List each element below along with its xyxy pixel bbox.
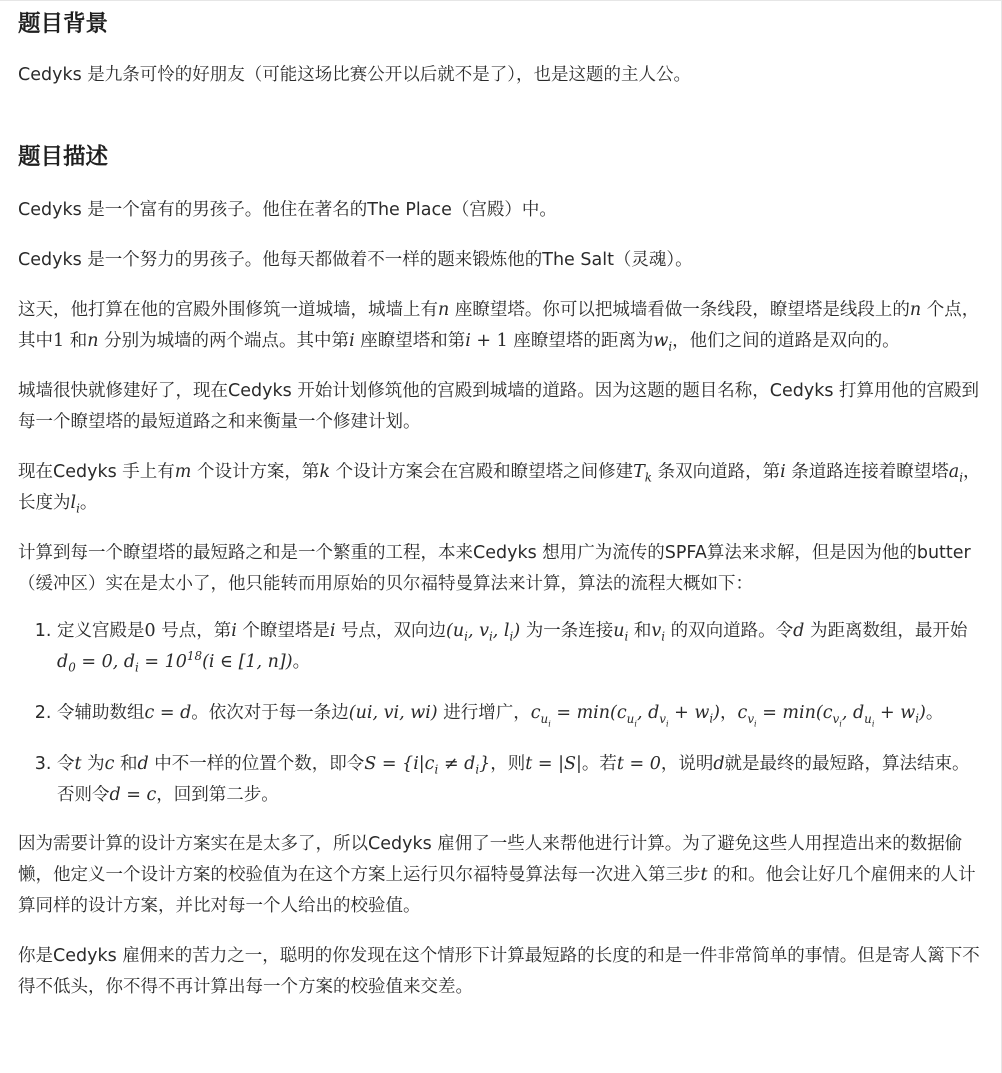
step-1: 1. 定义宫殿是0 号点，第i 个瞭望塔是i 号点，双向边($u_i$, $v_i$, $l_i$) 为一条连接$u_i$ 和$v_i$ 的双向道路。令d 为距离数组，最开始$d_0 = 0$, $d_i = 10^{18}(i$ ∈ [1, n])。 [57,616,984,678]
content [18,0,984,1003]
paragraph-task: 你是Cedyks 雇佣来的苦力之一，聪明的你发现在这个情形下计算最短路的长度的和是一件非常简单的事情。但是寄人篱下不得不低头，你不得不再计算出每一个方案的校验值来交差。 [18,946,980,997]
math-i: i [465,331,471,351]
math-w-i: $w_i$ [653,331,673,354]
math-a-i: $a_i$ [948,462,963,485]
math-init: $d_0 = 0$, $d_i = 10^{18}(i$ ∈ [1, n]) [57,649,293,675]
paragraph-salt: Cedyks 是一个努力的男孩子。他每天都做着不一样的题来锻炼他的The Salt（灵魂）。 [18,250,693,270]
math-set-S: $S = \{i|c_i \ne d_i\}$ [364,754,491,777]
math-n: n [909,300,922,320]
step-3: 3. 令t 为c 和d 中不一样的位置个数，即令$S = \{i|c_i \ne d_i\}$，则t = |S|。若t = 0，说明d就是最终的最短路，算法结束。否则令d = c，回到第二步。 [57,749,984,811]
paragraph-algorithm: 计算到每一个瞭望塔的最短路之和是一个繁重的工程，本来Cedyks 想用广为流传的SPFA算法来求解，但是因为他的butter（缓冲区）实在是太小了，他只能转而用原始的贝尔福特曼算法来计算，算法的流程大概如下： [18,543,971,594]
math-i: i [349,331,355,351]
math-n: n [438,300,450,320]
math-T-k: $T_k$ [633,462,653,485]
background-heading: 题目背景 [18,11,109,37]
background-text: Cedyks 是九条可怜的好朋友（可能这场比赛公开以后就不是了），也是这题的主人公。 [18,65,692,85]
math-one: 1 [53,331,65,351]
paragraph-wall: 这天，他打算在他的宫殿外围修筑一道城墙，城墙上有n 座瞭望塔。你可以把城墙看做一条线段，瞭望塔是线段上的n 个点，其中1 和n 分别为城墙的两个端点。其中第i 座瞭望塔和第i + 1 座瞭望塔的距离为$w_i$，他们之间的道路是双向的。 [18,300,980,354]
math-edge: ($u_i$, $v_i$, $l_i$) [446,621,521,644]
math-l-i: $l_i$ [70,493,80,516]
math-t: t [700,865,708,885]
paragraph-designs: 现在Cedyks 手上有m 个设计方案，第k 个设计方案会在宫殿和瞭望塔之间修建$T_k$ 条双向道路，第i 条道路连接着瞭望塔$a_i$，长度为$l_i$。 [18,462,981,516]
math-relax-u: $c_{u_i} = \min(c_{u_i}$, $d_{v_i} + w_i$) [530,703,720,728]
step-2: 2. 令辅助数组c = d。依次对于每一条边(ui, vi, wi) 进行增广，$c_{u_i} = \min(c_{u_i}$, $d_{v_i} + w_i$)，$c_{v_i} = \min(c_{v_i}$, $d_{u_i} + w_i$)。 [57,698,984,729]
math-n: n [87,331,99,351]
math-i: i [780,462,786,482]
paragraph-place: Cedyks 是一个富有的男孩子。他住在著名的The Place（宫殿）中。 [18,200,557,220]
math-plus-one: + 1 [470,331,508,351]
description-heading: 题目描述 [18,144,109,170]
algorithm-steps [18,616,984,811]
math-m: m [174,462,192,482]
math-k: k [319,462,331,482]
paragraph-plan: 城墙很快就修建好了，现在Cedyks 开始计划修筑他的宫殿到城墙的道路。因为这题的题目名称，Cedyks 打算用他的宫殿到每一个瞭望塔的最短道路之和来衡量一个修建计划。 [18,381,980,432]
section-gap [18,91,984,142]
paragraph-checksum: 因为需要计算的设计方案实在是太多了，所以Cedyks 雇佣了一些人来帮他进行计算。为了避免这些人用捏造出来的数据偷懒，他定义一个设计方案的校验值为在这个方案上运行贝尔福特曼算法每一次进入第三步t 的和。他会让好几个雇佣来的人计算同样的设计方案，并比对每一个人给出的校验值。 [18,834,976,916]
math-relax-v: $c_{v_i} = \min(c_{v_i}$, $d_{u_i} + w_i$) [737,703,926,728]
